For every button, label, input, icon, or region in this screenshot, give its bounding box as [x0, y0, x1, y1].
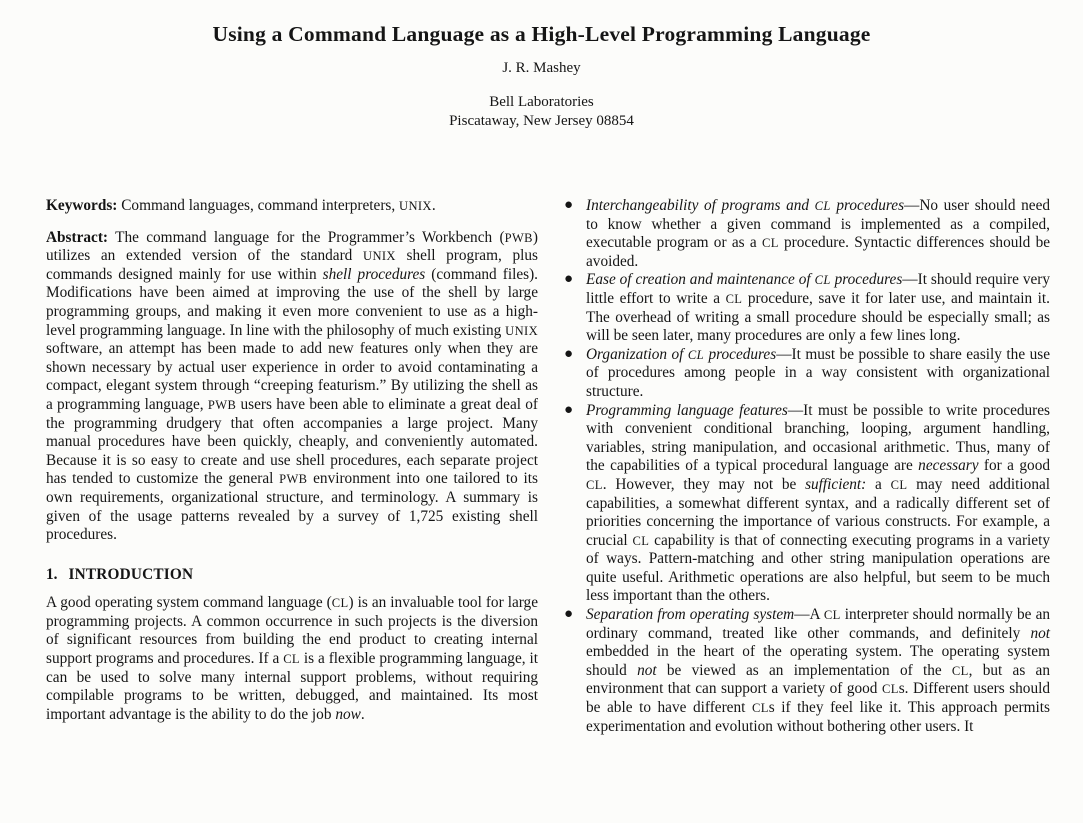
- keywords-line: [46, 197, 538, 216]
- list-item-interchangeability: [558, 197, 1050, 271]
- right-column: [558, 197, 1050, 736]
- abstract-paragraph: [46, 229, 538, 545]
- list-item-ease-of-creation: [558, 271, 1050, 345]
- bullet-icon: ●: [564, 197, 574, 213]
- paper-author: J. R. Mashey: [502, 60, 581, 76]
- list-item-text: Interchangeability of programs and CL procedures—No user should need to know whether a given command is implemented as a compiled, executable program or as a CL procedure. Syntactic differences should be avoided.: [586, 197, 1051, 270]
- bullet-icon: ●: [564, 606, 574, 623]
- list-item-language-features: [558, 402, 1050, 607]
- list-item-text: Organization of CL procedures—It must be possible to share easily the use of procedures among people in a way consistent with organizational structure.: [586, 345, 1051, 400]
- section-number: 1.: [46, 565, 58, 583]
- section-heading-introduction: [46, 566, 538, 585]
- paper-title: Using a Command Language as a High-Level Programming Language: [212, 22, 871, 46]
- design-goals-list: [558, 197, 1050, 736]
- bullet-icon: ●: [564, 271, 574, 288]
- list-item-text: Separation from operating system—A CL interpreter should normally be an ordinary command, treated like other commands, and definitely not embedded in the heart of the operating system. The operating system should not be viewed as an implementation of the CL, but as an environment that can support a variety of good CLs. Different users should be able to have different CLs if they feel like it. This approach permits experimentation and evolution without bothering other users. It: [586, 606, 1051, 735]
- paper-header: [0, 0, 1083, 130]
- bullet-icon: ●: [564, 345, 574, 362]
- list-item-text: Programming language features—It must be possible to write procedures with convenient conditional branching, looping, argument handling, variables, string manipulation, and occasional arithmetic. Thus, many of the capabilities of a typical procedural language are necessary for a good CL. However, they may not be sufficient: a CL may need additional capabilities, a somewhat different syntax, and a radically different set of priorities concerning the importance of various constructs. For example, a crucial CL capability is that of connecting executing programs in a variety of ways. Pattern-matching and other string manipulation operations are quite useful. Arithmetic operations are also helpful, but seem to be much less important than the others.: [586, 401, 1051, 605]
- keywords-text: Command languages, command interpreters, UNIX.: [117, 197, 436, 214]
- paper-address: Piscataway, New Jersey 08854: [449, 112, 634, 129]
- list-item-text: Ease of creation and maintenance of CL procedures—It should require very little effort to write a CL procedure, save it for later use, and maintain it. The overhead of writing a small procedure should be especially small; as will be seen later, many procedures are only a few lines long.: [586, 271, 1050, 345]
- bullet-icon: ●: [564, 401, 574, 418]
- two-column-body: [0, 197, 1083, 736]
- abstract-text: The command language for the Programmer’s Workbench (PWB) utilizes an extended version of the standard UNIX shell program, plus commands designed mainly for use within shell procedures (command files). Modifications have been aimed at improving the use of the shell by large programming groups, and making it even more convenient to use as a high-level programming language. In line with the philosophy of much existing UNIX software, an attempt has been made to add new features only when they are shown necessary by actual user experience in order to avoid contaminating a compact, elegant system through “creeping featurism.” By utilizing the shell as a programming language, PWB users have been able to eliminate a great deal of the programming drudgery that often accompanies a large project. Many manual procedures have been quickly, cheaply, and conveniently automated. Because it is so easy to create and use shell procedures, each separate project has tended to customize the general PWB environment into one tailored to its own requirements, organizational structure, and terminology. A summary is given of the usage patterns revealed by a survey of 1,725 existing shell procedures.: [46, 228, 538, 544]
- left-column: [46, 197, 538, 736]
- keywords-label: Keywords:: [46, 197, 118, 214]
- affiliation-block: [0, 93, 1083, 130]
- section-title: INTRODUCTION: [68, 565, 194, 583]
- list-item-separation-from-os: [558, 606, 1050, 736]
- list-item-organization: [558, 346, 1050, 402]
- introduction-paragraph: A good operating system command language (CL) is an invaluable tool for large programming projects. A common occurrence in such projects is the diversion of significant resources from building the end product to creating internal support programs and procedures. If a CL is a flexible programming language, it can be used to solve many internal support problems, without requiring compilable programs to be written, debugged, and maintained. Its most important advantage is the ability to do the job now.: [46, 594, 538, 723]
- paper-affiliation: Bell Laboratories: [489, 94, 594, 110]
- abstract-label: Abstract:: [46, 228, 109, 246]
